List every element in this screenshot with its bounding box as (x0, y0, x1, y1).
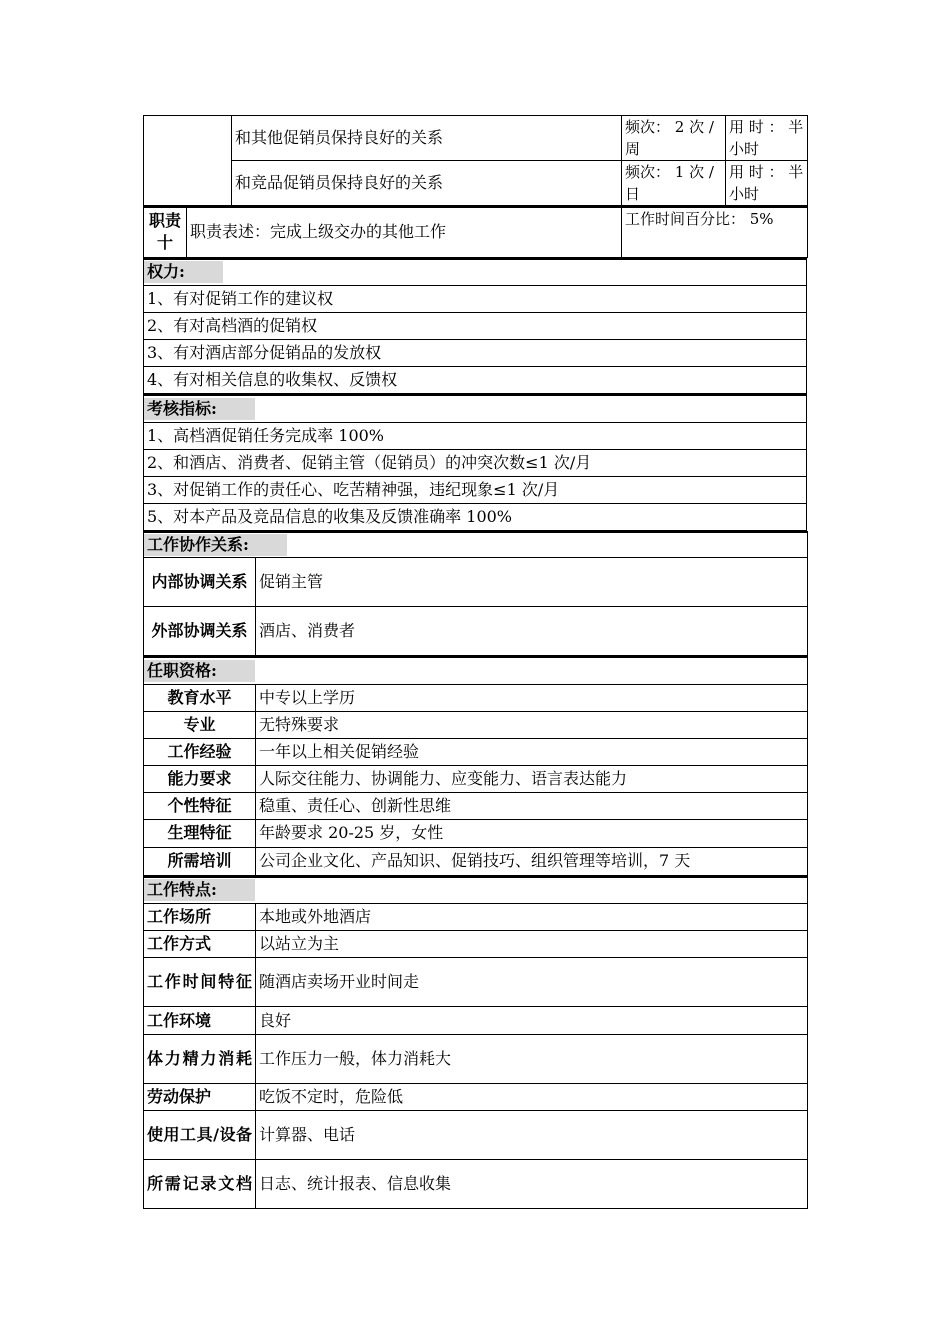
duty-task: 和竞品促销员保持良好的关系 (232, 161, 622, 206)
authority-item: 2、有对高档酒的促销权 (144, 313, 807, 340)
row-value: 良好 (256, 1007, 808, 1035)
section-header (144, 395, 807, 422)
table-row (144, 1160, 808, 1209)
duty-task: 和其他促销员保持良好的关系 (232, 116, 622, 161)
list-item (144, 367, 807, 394)
kpi-item: 2、和酒店、消费者、促销主管（促销员）的冲突次数≤1 次/月 (144, 449, 807, 476)
duty-ten-description: 职责表述：完成上级交办的其他工作 (187, 207, 622, 257)
section-header (144, 532, 808, 558)
cooperation-table (143, 531, 808, 657)
row-label: 工作环境 (144, 1007, 256, 1035)
section-header (144, 259, 807, 286)
duty-time: 用 时 ： 半小时 (726, 161, 808, 206)
features-title: 工作特点: (144, 879, 255, 901)
table-row (144, 958, 808, 1007)
row-label: 所需培训 (144, 847, 256, 875)
table-row (144, 607, 808, 656)
qualification-table (143, 656, 808, 876)
row-label: 使用工具/设备 (144, 1111, 256, 1160)
cooperation-title: 工作协作关系: (144, 534, 287, 556)
kpi-item: 3、对促销工作的责任心、吃苦精神强，违纪现象≤1 次/月 (144, 476, 807, 503)
table-row (144, 1084, 808, 1111)
row-value: 年龄要求 20-25 岁，女性 (256, 819, 808, 847)
empty-cell (144, 116, 232, 206)
row-label: 体力精力消耗 (144, 1035, 256, 1084)
table-row (144, 1007, 808, 1035)
kpi-item: 5、对本产品及竞品信息的收集及反馈准确率 100% (144, 503, 807, 530)
table-row (144, 1035, 808, 1084)
duty-frequency: 频次： 1 次 / 日 (622, 161, 726, 206)
row-value: 日志、统计报表、信息收集 (256, 1160, 808, 1209)
table-row (144, 819, 808, 847)
row-value: 中专以上学历 (256, 684, 808, 711)
table-row (144, 711, 808, 738)
row-label: 所需记录文档 (144, 1160, 256, 1209)
list-item (144, 422, 807, 449)
section-header (144, 657, 808, 684)
row-value: 促销主管 (256, 558, 808, 607)
authority-table (143, 258, 807, 395)
list-item (144, 503, 807, 530)
list-item (144, 449, 807, 476)
row-label: 工作时间特征 (144, 958, 256, 1007)
authority-item: 4、有对相关信息的收集权、反馈权 (144, 367, 807, 394)
row-value: 随酒店卖场开业时间走 (256, 958, 808, 1007)
job-description-page (143, 115, 807, 1209)
table-row (144, 684, 808, 711)
row-label: 专业 (144, 711, 256, 738)
features-table (143, 876, 808, 1210)
duty-row (144, 116, 808, 161)
table-row (144, 1111, 808, 1160)
row-value: 人际交往能力、协调能力、应变能力、语言表达能力 (256, 765, 808, 792)
row-label: 外部协调关系 (144, 607, 256, 656)
kpi-item: 1、高档酒促销任务完成率 100% (144, 422, 807, 449)
qualification-title: 任职资格: (144, 660, 255, 682)
row-label: 个性特征 (144, 792, 256, 819)
table-row (144, 904, 808, 931)
row-value: 计算器、电话 (256, 1111, 808, 1160)
authority-item: 1、有对促销工作的建议权 (144, 286, 807, 313)
table-row (144, 765, 808, 792)
kpi-table (143, 394, 807, 531)
row-value: 酒店、消费者 (256, 607, 808, 656)
duty-ten-row (144, 207, 808, 257)
authority-title: 权力: (144, 261, 223, 283)
list-item (144, 313, 807, 340)
row-value: 稳重、责任心、创新性思维 (256, 792, 808, 819)
row-value: 吃饭不定时，危险低 (256, 1084, 808, 1111)
row-label: 劳动保护 (144, 1084, 256, 1111)
duty-ten-table (143, 206, 808, 258)
row-value: 无特殊要求 (256, 711, 808, 738)
table-row (144, 931, 808, 958)
row-label: 教育水平 (144, 684, 256, 711)
duty-row (144, 161, 808, 206)
row-label: 工作场所 (144, 904, 256, 931)
row-value: 公司企业文化、产品知识、促销技巧、组织管理等培训，7 天 (256, 847, 808, 875)
row-value: 以站立为主 (256, 931, 808, 958)
row-value: 工作压力一般，体力消耗大 (256, 1035, 808, 1084)
table-row (144, 847, 808, 875)
row-label: 生理特征 (144, 819, 256, 847)
list-item (144, 340, 807, 367)
row-value: 一年以上相关促销经验 (256, 738, 808, 765)
duty-table (143, 115, 808, 206)
duty-ten-percent: 工作时间百分比： 5% (622, 207, 808, 257)
table-row (144, 792, 808, 819)
list-item (144, 286, 807, 313)
table-row (144, 738, 808, 765)
kpi-title: 考核指标: (144, 398, 255, 420)
authority-item: 3、有对酒店部分促销品的发放权 (144, 340, 807, 367)
row-label: 工作方式 (144, 931, 256, 958)
row-label: 工作经验 (144, 738, 256, 765)
duty-ten-label: 职责十 (144, 207, 187, 257)
duty-frequency: 频次： 2 次 / 周 (622, 116, 726, 161)
row-label: 内部协调关系 (144, 558, 256, 607)
list-item (144, 476, 807, 503)
row-value: 本地或外地酒店 (256, 904, 808, 931)
duty-time: 用 时 ： 半小时 (726, 116, 808, 161)
row-label: 能力要求 (144, 765, 256, 792)
section-header (144, 877, 808, 904)
table-row (144, 558, 808, 607)
